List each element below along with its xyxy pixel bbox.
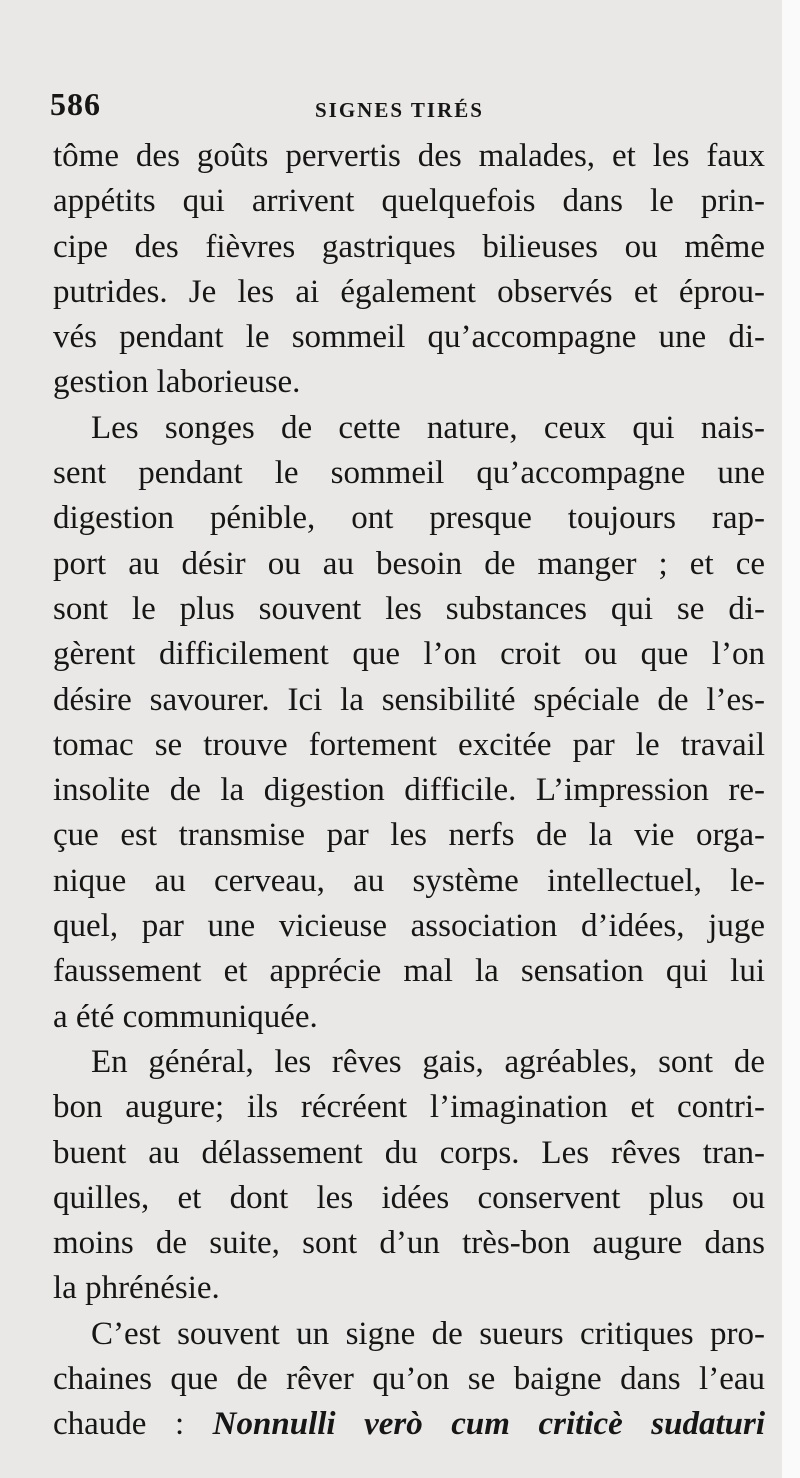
text-line: a été communiquée.: [53, 998, 318, 1035]
text-line: tomac se trouve fortement excitée par le travail: [53, 726, 765, 763]
text-line: moins de suite, sont d’un très-bon augure dans: [53, 1225, 765, 1262]
text-line: désire savourer. Ici la sensibilité spéciale de l’es-: [53, 681, 765, 718]
text-line: quel, par une vicieuse association d’idées, juge: [53, 908, 765, 945]
page-header: [50, 86, 750, 136]
text-line: faussement et apprécie mal la sensation qui lui: [53, 953, 765, 990]
body-text: [53, 134, 765, 1448]
text-line: gestion laborieuse.: [53, 364, 301, 401]
text-line: çue est transmise par les nerfs de la vie orga-: [53, 817, 765, 854]
text-line: digestion pénible, ont presque toujours rap-: [53, 500, 765, 537]
text-line: port au désir ou au besoin de manger ; et ce: [53, 545, 765, 582]
running-head: SIGNES TIRÉS: [315, 98, 484, 122]
paragraph-start-line: En général, les rêves gais, agréables, sont de: [91, 1043, 765, 1080]
text-line: cipe des fièvres gastriques bilieuses ou même: [53, 228, 765, 265]
text-line: sont le plus souvent les substances qui se di-: [53, 590, 765, 627]
paragraph-start-line: Les songes de cette nature, ceux qui nais-: [91, 409, 765, 446]
latin-quotation: Nonnulli verò cum criticè sudaturi: [212, 1406, 766, 1443]
final-text-line: [53, 1402, 765, 1447]
text-line: sent pendant le sommeil qu’accompagne une: [53, 455, 765, 492]
paragraph-start-line: C’est souvent un signe de sueurs critiques pro-: [91, 1315, 765, 1352]
text-line: gèrent difficilement que l’on croit ou que l’on: [53, 636, 765, 673]
text-line: insolite de la digestion difficile. L’impression re-: [53, 772, 765, 809]
text-line: chaines que de rêver qu’on se baigne dans l’eau: [53, 1361, 765, 1398]
text-line: putrides. Je les ai également observés et éprou-: [53, 273, 765, 310]
text-line: quilles, et dont les idées conservent plus ou: [53, 1179, 765, 1216]
text-line: bon augure; ils récréent l’imagination et contri-: [53, 1089, 765, 1126]
page-edge: [782, 0, 800, 1478]
text-line: appétits qui arrivent quelquefois dans le prin-: [53, 183, 765, 220]
final-line-roman: chaude :: [53, 1406, 213, 1443]
text-line: nique au cerveau, au système intellectuel, le-: [53, 862, 765, 899]
text-line: vés pendant le sommeil qu’accompagne une di-: [53, 319, 765, 356]
text-line: buent au délassement du corps. Les rêves tran-: [53, 1134, 765, 1171]
text-line: tôme des goûts pervertis des malades, et les faux: [53, 138, 765, 174]
text-line: la phrénésie.: [53, 1270, 220, 1307]
page-number: 586: [50, 86, 101, 122]
